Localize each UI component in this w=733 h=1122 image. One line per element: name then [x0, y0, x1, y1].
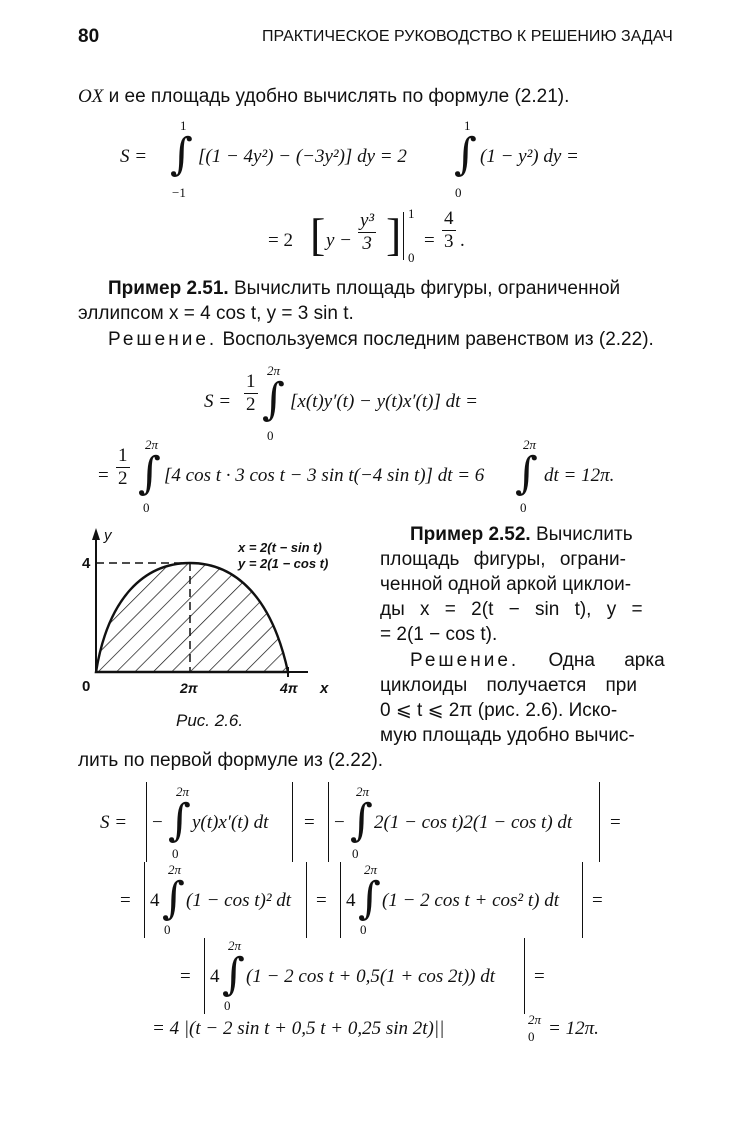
eq1-body2: (1 − y²) dy =: [480, 146, 579, 167]
eq3-abs-a-left: [146, 782, 147, 862]
example-2-51-text: Вычислить площадь фигуры, ограниченной: [228, 278, 621, 299]
eq3-d-upper: 2π: [364, 862, 378, 877]
solution-2-52: [410, 648, 665, 673]
y-axis-arrow: [92, 528, 100, 540]
eq1-res-den: 3: [444, 231, 454, 252]
eq2-integral: ∫: [262, 374, 285, 425]
solution-text: Воспользуемся последним равенством из (2.22).: [217, 329, 654, 350]
eq3-b-integral: ∫: [350, 795, 373, 846]
x-axis-label: x: [320, 680, 329, 697]
eq1-integral1: ∫: [170, 129, 193, 180]
eq3-abs-c-left: [144, 862, 145, 938]
eq3-d-integral: ∫: [358, 873, 381, 924]
eq3-c-integral: ∫: [162, 873, 185, 924]
eq3-e-upper: 2π: [228, 938, 242, 953]
ex252-line2: площадь фигуры, ограни-: [380, 549, 626, 570]
eq3-e-four: 4: [210, 966, 220, 987]
figure-caption: Рис. 2.6.: [176, 711, 244, 730]
eq2-line2-integral2: ∫: [515, 448, 538, 499]
eq2-l2-half-num: 1: [118, 445, 128, 466]
eq1-frac: [358, 210, 376, 255]
eq3-b-upper: 2π: [356, 784, 370, 799]
solution-label: Решение.: [108, 329, 218, 350]
page-number: 80: [78, 26, 100, 47]
eq3-a-lower: 0: [172, 846, 179, 861]
eq1-eval-bar: [403, 212, 404, 260]
eq2-lower: 0: [267, 428, 274, 443]
eq2-half: [244, 371, 258, 416]
tick-y-4: 4: [82, 555, 91, 572]
eq1-lower1: −1: [172, 185, 186, 200]
eq1-integral2: ∫: [454, 129, 477, 180]
cycloid-arch: [96, 563, 288, 672]
eq3-b-body: 2(1 − cos t)2(1 − cos t) dt: [374, 812, 573, 833]
ex252-line3: ченной одной аркой циклои-: [380, 574, 632, 595]
ex252-line5: = 2(1 − cos t).: [380, 624, 498, 645]
eq3-abs-d-right: [582, 862, 583, 938]
tick-2pi: 2π: [180, 680, 198, 696]
origin-label: 0: [82, 678, 91, 695]
example-2-52-line1: [410, 522, 633, 547]
ex252-sol-line2: циклоиды получается при: [380, 675, 637, 696]
eq2-line2-upper2: 2π: [523, 437, 537, 452]
ex252-line4: ды x = 2(t − sin t), y =: [380, 599, 643, 620]
eq3-row2-eq: =: [120, 890, 131, 911]
solution-2-51: [108, 327, 654, 352]
eq3-row3-eq: =: [180, 966, 191, 987]
eq3-row2-eq2: =: [316, 890, 327, 911]
eq3-eq1: =: [304, 812, 315, 833]
example-2-51-line2: эллипсом x = 4 cos t, y = 3 sin t.: [78, 303, 354, 324]
eq3-c-body: (1 − cos t)² dt: [186, 890, 292, 911]
eq3-a-minus: −: [152, 812, 163, 833]
eq3-row3-eq2: =: [534, 966, 545, 987]
running-title: ПРАКТИЧЕСКОЕ РУКОВОДСТВО К РЕШЕНИЮ ЗАДАЧ: [262, 28, 673, 45]
eq1-eq: =: [424, 230, 435, 251]
eq1-body1: [(1 − 4y²) − (−3y²)] dy = 2: [198, 146, 407, 167]
intro-text: и ее площадь удобно вычислять по формуле (2.21).: [103, 86, 570, 107]
eq2-line2-lower: 0: [143, 500, 150, 515]
eq2-half-den: 2: [246, 394, 256, 415]
eq1-line2-pre: = 2: [268, 230, 293, 251]
eq3-a-body: y(t)x′(t) dt: [192, 812, 269, 833]
eq3-e-lower: 0: [224, 998, 231, 1013]
eq3-abs-d-left: [340, 862, 341, 938]
solution-2-52-label: Решение.: [410, 650, 520, 671]
axis-var: OX: [78, 86, 104, 107]
cycloid-eq-x: x = 2(t − sin t): [238, 540, 322, 555]
eq3-d-four: 4: [346, 890, 356, 911]
eq3-abs-c-right: [306, 862, 307, 938]
eq3-e-body: (1 − 2 cos t + 0,5(1 + cos 2t)) dt: [246, 966, 496, 987]
tick-4pi-label: 4π: [280, 680, 298, 696]
eq1-eval-upper: 1: [408, 206, 415, 221]
eq2-line2-integral: ∫: [138, 448, 161, 499]
eq1-dot: .: [460, 230, 465, 251]
eq2-line2-body: [4 cos t · 3 cos t − 3 sin t(−4 sin t)] dt = 6: [164, 465, 485, 486]
eq1-frac-num: y³: [360, 210, 375, 231]
example-2-51-label: Пример 2.51.: [108, 278, 229, 299]
eq1-eval-lower: 0: [408, 250, 415, 265]
eq1-lower2: 0: [455, 185, 462, 200]
eq3-b-lower: 0: [352, 846, 359, 861]
eq3-final-upper: 2π: [528, 1012, 542, 1027]
eq2-line2-half: [116, 445, 130, 490]
eq3-e-integral: ∫: [222, 949, 245, 1000]
eq1-lhs: S =: [120, 146, 148, 167]
ex252-sol-line3: 0 ⩽ t ⩽ 2π (рис. 2.6). Иско-: [380, 700, 618, 721]
cycloid-eq-y: y = 2(1 − cos t): [238, 556, 329, 571]
solution-2-52-tail: Одна арка: [519, 650, 665, 671]
eq2-lhs: S =: [204, 391, 232, 412]
eq2-line2-body2: dt = 12π.: [544, 465, 615, 486]
example-2-51-line1: [108, 276, 620, 301]
ex252-full-line: лить по первой формуле из (2.22).: [78, 750, 384, 771]
eq3-abs-e-left: [204, 938, 205, 1014]
eq3-d-body: (1 − 2 cos t + cos² t) dt: [382, 890, 559, 911]
eq1-upper1: 1: [180, 118, 187, 133]
ex252-sol-line4: мую площадь удобно вычис-: [380, 725, 635, 746]
eq2-body: [x(t)y′(t) − y(t)x′(t)] dt =: [290, 391, 478, 412]
eq3-row2-eq3: =: [592, 890, 603, 911]
eq1-res-num: 4: [444, 208, 454, 229]
eq3-c-four: 4: [150, 890, 160, 911]
eq3-abs-e-right: [524, 938, 525, 1014]
y-axis-label: y: [104, 527, 112, 544]
eq3-final-lower: 0: [528, 1029, 535, 1044]
intro-line: [78, 84, 569, 109]
eq2-l2-half-den: 2: [118, 468, 128, 489]
eq1-bracket-right: ]: [386, 209, 402, 260]
eq2-upper: 2π: [267, 363, 281, 378]
eq1-result: [442, 208, 456, 253]
eq1-bracket-left: [: [310, 209, 326, 260]
eq3-abs-b-right: [599, 782, 600, 862]
eq1-y: y −: [326, 230, 353, 251]
eq3-a-integral: ∫: [168, 795, 191, 846]
eq3-b-minus: −: [334, 812, 345, 833]
eq3-c-upper: 2π: [168, 862, 182, 877]
eq2-line2-upper: 2π: [145, 437, 159, 452]
eq2-line2-lower2: 0: [520, 500, 527, 515]
eq2-line2-eq: =: [98, 465, 109, 486]
eq3-final: = 4 |(t − 2 sin t + 0,5 t + 0,25 sin 2t)||: [152, 1018, 445, 1039]
eq2-half-num: 1: [246, 371, 256, 392]
eq3-final-result: = 12π.: [548, 1018, 599, 1039]
eq1-frac-den: 3: [362, 233, 372, 254]
ex252-l0: Вычислить: [530, 524, 633, 545]
eq3-lhs: S =: [100, 812, 128, 833]
eq3-abs-b-left: [328, 782, 329, 862]
eq1-upper2: 1: [464, 118, 471, 133]
eq3-a-upper: 2π: [176, 784, 190, 799]
eq3-d-lower: 0: [360, 922, 367, 937]
example-2-52-label: Пример 2.52.: [410, 524, 531, 545]
eq3-eq2: =: [610, 812, 621, 833]
eq3-c-lower: 0: [164, 922, 171, 937]
eq3-abs-a-right: [292, 782, 293, 862]
